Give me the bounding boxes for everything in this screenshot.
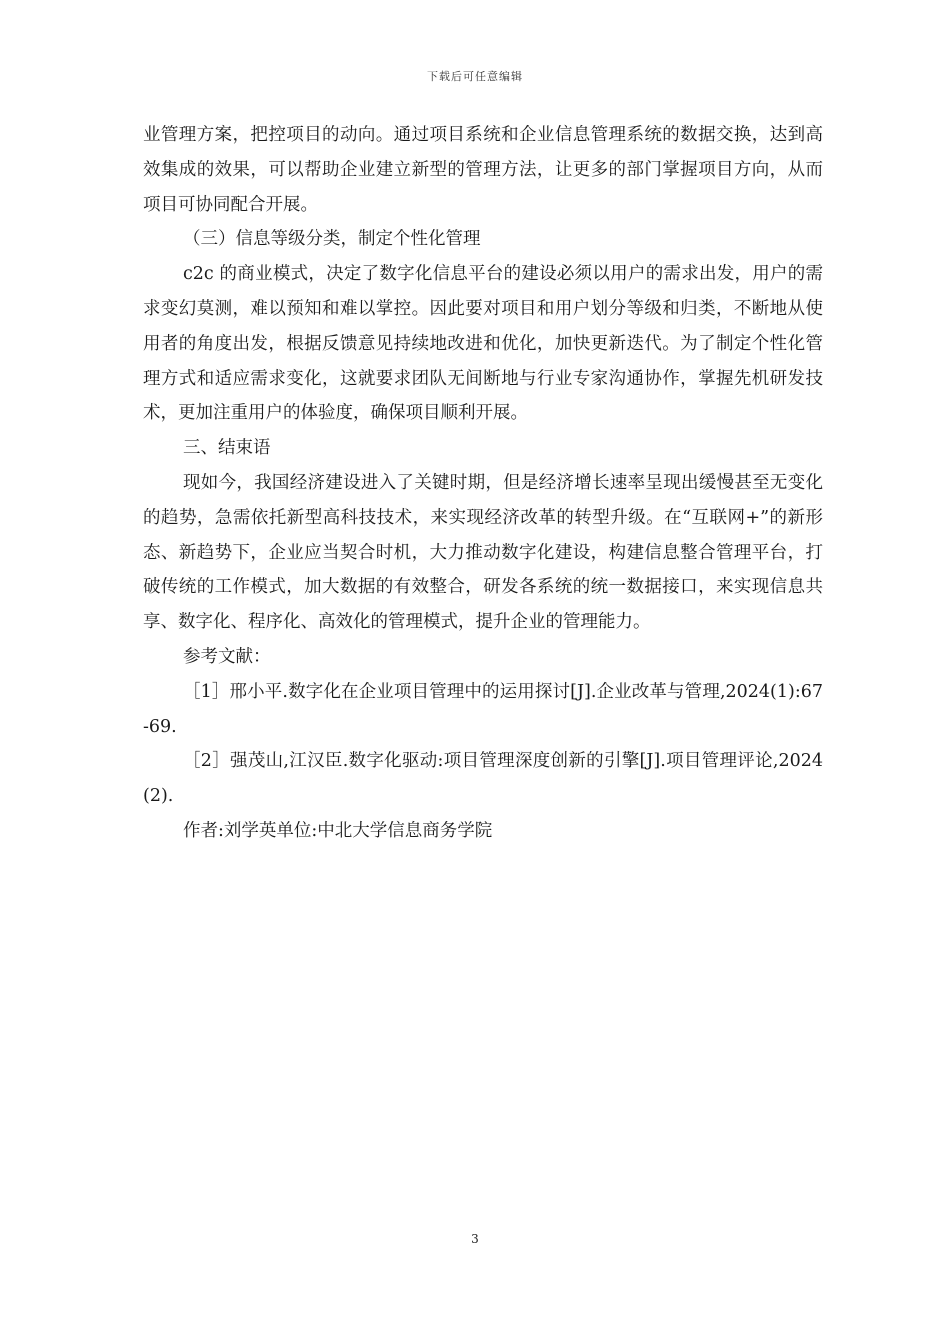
reference-item-2: ［2］强茂山,江汉臣.数字化驱动:项目管理深度创新的引擎[J].项目管理评论,2024(2). xyxy=(143,751,823,807)
reference-item-1: ［1］邢小平.数字化在企业项目管理中的运用探讨[J].企业改革与管理,2024(1):67-69. xyxy=(143,681,823,737)
document-body xyxy=(143,118,823,849)
paragraph-c2c-model: c2c 的商业模式，决定了数字化信息平台的建设必须以用户的需求出发，用户的需求变幻莫测，难以预知和难以掌控。因此要对项目和用户划分等级和归类，不断地从使用者的角度出发，根据反馈意见持续地改进和优化，加快更新迭代。为了制定个性化管理方式和适应需求变化，这就要求团队无间断地与行业专家沟通协作，掌握先机研发技术，更加注重用户的体验度，确保项目顺利开展。 xyxy=(143,264,823,424)
paragraph-management-scheme: 业管理方案，把控项目的动向。通过项目系统和企业信息管理系统的数据交换，达到高效集成的效果，可以帮助企业建立新型的管理方法，让更多的部门掌握项目方向，从而项目可协同配合开展。 xyxy=(143,125,823,215)
section-heading-info-classification: （三）信息等级分类，制定个性化管理 xyxy=(183,229,481,250)
references-heading: 参考文献： xyxy=(183,646,271,667)
page-header-note: 下载后可任意编辑 xyxy=(427,70,523,83)
author-line: 作者:刘学英单位:中北大学信息商务学院 xyxy=(183,820,493,841)
section-heading-conclusion: 三、结束语 xyxy=(183,438,271,459)
paragraph-conclusion: 现如今，我国经济建设进入了关键时期，但是经济增长速率呈现出缓慢甚至无变化的趋势，急需依托新型高科技技术，来实现经济改革的转型升级。在“互联网+”的新形态、新趋势下，企业应当契合时机，大力推动数字化建设，构建信息整合管理平台，打破传统的工作模式，加大数据的有效整合，研发各系统的统一数据接口，来实现信息共享、数字化、程序化、高效化的管理模式，提升企业的管理能力。 xyxy=(143,472,823,633)
page-number: 3 xyxy=(471,1232,479,1246)
